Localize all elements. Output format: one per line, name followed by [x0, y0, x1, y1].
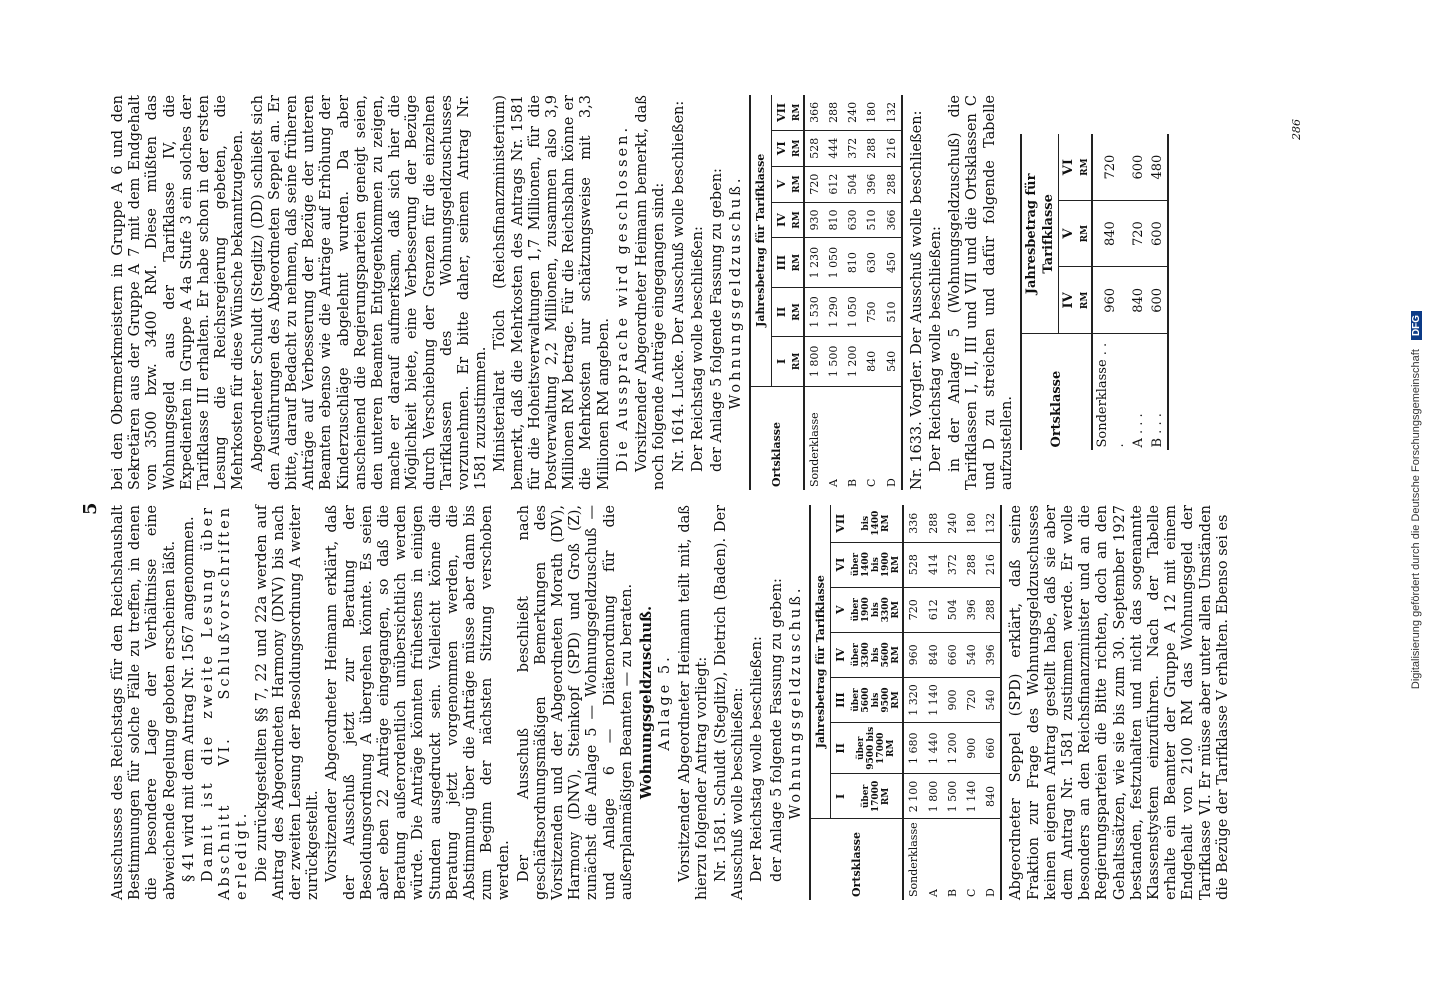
unit-label: RM [791, 202, 804, 238]
table-cell: 1 200 [943, 723, 962, 774]
col-subheader: über 1400 bis 1900 RM [850, 542, 903, 587]
table-cell: 288 [862, 130, 881, 166]
unit-label: RM [791, 337, 804, 386]
row-label: Sonderklasse [807, 412, 821, 487]
table-cell: 216 [882, 130, 902, 166]
table-title: Wohnungsgeldzuschuß. [728, 175, 745, 410]
table-cell: 510 [862, 202, 881, 238]
table-cell: 540 [882, 337, 902, 386]
table-cell: 1 680 [903, 723, 923, 774]
table-cell: 1 290 [824, 287, 843, 336]
col-header: IV [831, 632, 851, 677]
table-row [1148, 135, 1168, 451]
right-column [110, 95, 1175, 490]
footer-number: 286 [1290, 119, 1303, 140]
allowance-table-3 [1020, 135, 1169, 451]
table-row [862, 95, 881, 490]
table-row [981, 505, 1001, 900]
table-cell: 396 [862, 166, 881, 202]
table-row [903, 505, 923, 900]
table-cell: 504 [843, 166, 862, 202]
table-cell: 600 [1129, 135, 1148, 201]
table-cell: 900 [962, 723, 981, 774]
table-cell: 750 [862, 287, 881, 336]
table-cell: 660 [981, 723, 1001, 774]
col-header: VI [771, 130, 791, 166]
table-cell: 396 [962, 587, 981, 632]
digitization-note [1410, 0, 1422, 1000]
col-subheader: über 5600 bis 9500 RM [850, 677, 903, 722]
paragraph: Vorsitzender Abgeordneter Heimann teilt mit, daß hierzu folgender Antrag vorliegt: [676, 505, 710, 900]
table-cell: 180 [862, 95, 881, 130]
table-cell: 1 530 [804, 287, 824, 336]
table-cell: 372 [943, 542, 962, 587]
table-cell: 216 [981, 542, 1001, 587]
col-header: II [771, 287, 791, 336]
table-row [824, 95, 843, 490]
table-cell: 1 200 [843, 337, 862, 386]
left-column [110, 505, 1234, 900]
paragraph: Ministerialrat Tölch (Reichsfinanzministerium) bemerkt, daß die Mehrkosten des Antrags Nr. 1581 für die Hoheitsverwaltungen 1,7 Millionen, für die Postverwaltung 2,2 Millionen, zusammen also 3,9 Millionen RM betrage. Für die Reichsbahn könne er die Mehrkosten nur schätzungsweise mit 3,3 Millionen RM angeben. [492, 95, 612, 490]
col-header: III [831, 677, 851, 722]
unit-label: RM [791, 238, 804, 287]
paragraph: Abgeordneter Seppel (SPD) erklärt, daß seine Fraktion zur Frage des Wohnungsgeldzuschusses keinen eigenen Antrag gestellt habe, daß sie aber dem Antrag Nr. 1581 zustimmen werde. Er wolle besonders an den Reichsfinanzminister und an die Regierungsparteien die Bitte richten, doch an den Gehaltssätzen, wie sie bis zum 30. September 1927 bestanden, festzuhalten und nicht das sogenannte Klassenstystem einzuführen. Nach der Tabelle erhalte ein Beamter der Gruppe A 12 mit einem Endgehalt von 2100 RM das Wohnungsgeld der Tarifklasse VI. Er müsse aber unter allen Umständen die Bezüge der Tarifklasse V erhalten. Ebenso sei es [1008, 505, 1231, 900]
table-cell: 288 [924, 505, 943, 542]
col-header: IV [771, 202, 791, 238]
table-cell: 810 [824, 202, 843, 238]
unit-label: RM [1079, 267, 1092, 334]
unit-label: RM [791, 287, 804, 336]
allowance-table-1 [809, 505, 1002, 900]
table-cell: 630 [843, 202, 862, 238]
col-header: I [831, 774, 851, 819]
col-header: I [771, 337, 791, 386]
table-cell: 414 [924, 542, 943, 587]
table-cell: 720 [903, 587, 923, 632]
table-cell: 396 [981, 632, 1001, 677]
table-cell: 366 [804, 95, 824, 130]
table-cell: 1 050 [824, 238, 843, 287]
table-title: Wohnungsgeldzuschuß. [787, 585, 804, 820]
col-subheader: bis 1400 RM [850, 505, 903, 542]
annex-heading: Anlage 5. [657, 654, 674, 751]
ort-header: Ortsklasse [1021, 334, 1092, 451]
col-header: V [831, 587, 851, 632]
paragraph: Die Aussprache wird geschlossen. [614, 124, 631, 472]
unit-label: RM [791, 130, 804, 166]
allowance-table-2 [749, 95, 902, 490]
table-cell: 630 [862, 238, 881, 287]
row-label: Sonderklasse . . . [1094, 342, 1127, 448]
row-label: D [884, 478, 898, 487]
table-cell: 960 [1092, 267, 1129, 334]
row-label: A . . . [1130, 413, 1146, 448]
col-header: V [1059, 200, 1079, 267]
table-cell: 600 [1148, 200, 1168, 267]
paragraph: Vorsitzender Abgeordneter Heimann bemerkt, daß noch folgende Anträge eingegangen sind: [634, 95, 668, 490]
col-header: II [831, 723, 851, 774]
page-number: 5 [80, 502, 101, 515]
table-cell: 528 [804, 130, 824, 166]
table-cell: 2 100 [903, 774, 923, 819]
ort-header: Ortsklasse [810, 819, 903, 900]
table-cell: 132 [981, 505, 1001, 542]
paragraph: Nr. 1581. Schuldt (Steglitz), Dietrich (Baden). Der Ausschuß wolle beschließen: [712, 505, 747, 900]
table-cell: 600 [1148, 267, 1168, 334]
unit-label: RM [1079, 135, 1092, 201]
table-cell: 840 [1129, 267, 1148, 334]
col-subheader: über 1900 bis 3300 RM [850, 587, 903, 632]
unit-label: RM [791, 95, 804, 130]
table-cell: 720 [1129, 200, 1148, 267]
paragraph: Der Reichstag wolle beschließen: [689, 226, 706, 472]
col-header: VII [771, 95, 791, 130]
paragraph: Abgeordneter Schuldt (Steglitz) (DD) schließt sich den Ausführungen des Abgeordneten Seppel an. Er bitte, darauf Bedacht zu nehmen, daß seine früheren Anträge auf Verbesserung der Bezüge der unteren Beamten ebenso wie die Anträge auf Erhöhung der Kinderzuschläge abgelehnt wurden. Da aber anscheinend die Regierungsparteien geneigt seien, den unteren Beamten Entgegenkommen zu zeigen, mache er darauf aufmerksam, daß sich hier die Möglichkeit biete, eine Verbesserung der Bezüge durch Verschiebung der Grenzen für die einzelnen Tarifklassen des Wohnungsgeldzuschusses vorzunehmen. Er bitte daher, seinem Antrag Nr. 1581 zuzustimmen. [249, 95, 490, 490]
table-cell: 1 320 [903, 677, 923, 722]
row-label: B [846, 478, 860, 487]
table-cell: 612 [824, 166, 843, 202]
table-cell: 240 [943, 505, 962, 542]
table-row [943, 505, 962, 900]
table-cell: 504 [943, 587, 962, 632]
table-cell: 288 [962, 542, 981, 587]
table-cell: 1 800 [804, 337, 824, 386]
table-cell: 840 [981, 774, 1001, 819]
paragraph: in der Anlage 5 (Wohnungsgeldzuschuß) die Tarifklassen I, II, III und VII und die Ortsklassen C und D zu streichen und dafür folgende Tabelle aufzustellen. [947, 95, 1015, 490]
table-cell: 288 [824, 95, 843, 130]
table-cell: 288 [981, 587, 1001, 632]
table-cell: 660 [943, 632, 962, 677]
table-cell: 372 [843, 130, 862, 166]
row-label: D [984, 888, 998, 897]
table-cell: 720 [804, 166, 824, 202]
table-cell: 528 [903, 542, 923, 587]
paragraph: Damit ist die zweite Lesung über Abschnitt VI. Schlußvorschriften erledigt. [200, 505, 251, 900]
row-label: B [945, 888, 959, 897]
paragraph: § 41 wird mit dem Antrag Nr. 1567 angenommen. [180, 516, 197, 882]
paragraph: bei den Obermerkmeistern in Gruppe A 6 und den Sekretären aus der Gruppe A 7 mit dem Endgehalt von 3500 bzw. 3400 RM. Diese müßten das Wohnungsgeld aus der Tarifklasse IV, die Expedienten in Gruppe A 4a Stufe 3 ein solches der Tarifklasse III erhalten. Er habe schon in der ersten Lesung die Reichsregierung gebeten, die Mehrkosten für diese Wünsche bekanntzugeben. [110, 95, 247, 490]
table-cell: 366 [882, 202, 902, 238]
table-row [882, 95, 902, 490]
col-subheader: über 9500 bis 17000 RM [850, 723, 903, 774]
section-heading: Wohnungsgeldzuschuß. [638, 605, 656, 800]
table-row [924, 505, 943, 900]
paragraph: Der Reichstag wolle beschließen: [927, 226, 944, 472]
table-cell: 540 [981, 677, 1001, 722]
table-row [962, 505, 981, 900]
table-cell: 960 [903, 632, 923, 677]
table-cell: 336 [903, 505, 923, 542]
table-cell: 1 230 [804, 238, 824, 287]
row-label: C [865, 478, 879, 487]
table-cell: 450 [882, 238, 902, 287]
paragraph: Der Reichstag wolle beschließen: [749, 636, 766, 882]
table-row [1092, 135, 1129, 451]
paragraph: der Anlage 5 folgende Fassung zu geben: [768, 578, 785, 882]
group-header: Jahresbetrag für Tarifklasse [1021, 135, 1059, 334]
ort-header: Ortsklasse [750, 386, 803, 490]
paragraph: Ausschusses des Reichstags für den Reichshaushalt Bestimmungen für solche Fälle zu treffen, in denen die besondere Lage der Verhältnisse eine abweichende Regelung geboten erscheinen läßt. [110, 505, 178, 900]
table-cell: 288 [882, 166, 902, 202]
table-row [843, 95, 862, 490]
col-header: VI [831, 542, 851, 587]
table-cell: 900 [943, 677, 962, 722]
row-label: A [926, 889, 940, 897]
dfg-logo: DFG [1411, 311, 1422, 340]
group-header: Jahresbetrag für Tarifklasse [750, 95, 771, 386]
digitization-text: Digitalisierung gefördert durch die Deutsche Forschungsgemeinschaft [1410, 349, 1422, 690]
row-label: C [964, 888, 978, 897]
table-row [1129, 135, 1148, 451]
row-label: A [826, 479, 840, 487]
table-cell: 1 140 [962, 774, 981, 819]
paragraph: Nr. 1633. Vorgler. Der Ausschuß wolle beschließen: [908, 110, 925, 490]
paragraph: Nr. 1614. Lucke. Der Ausschuß wolle beschließen: [670, 100, 687, 472]
table-cell: 612 [924, 587, 943, 632]
table-cell: 1 800 [924, 774, 943, 819]
table-cell: 720 [962, 677, 981, 722]
table-cell: 180 [962, 505, 981, 542]
table-cell: 1 500 [943, 774, 962, 819]
table-cell: 930 [804, 202, 824, 238]
unit-label: RM [1079, 200, 1092, 267]
group-header: Jahresbetrag für Tarifklasse [810, 505, 831, 819]
col-subheader: über 17000 RM [850, 774, 903, 819]
paragraph: Die zurückgestellten §§ 7, 22 und 22a werden auf Antrag des Abgeordneten Harmony (DNV) bis nach der zweiten Lesung der Besoldungsordnung A weiter zurückgestellt. [253, 505, 322, 900]
paragraph: der Anlage 5 folgende Fassung zu geben: [708, 168, 725, 472]
table-cell: 810 [843, 238, 862, 287]
table-cell: 840 [924, 632, 943, 677]
table-cell: 240 [843, 95, 862, 130]
unit-label: RM [791, 166, 804, 202]
table-cell: 1 140 [924, 677, 943, 722]
table-cell: 1 440 [924, 723, 943, 774]
table-cell: 510 [882, 287, 902, 336]
row-label: Sonderklasse [907, 822, 921, 897]
col-header: III [771, 238, 791, 287]
table-row [804, 95, 824, 490]
table-cell: 720 [1092, 135, 1129, 201]
col-header: VI [1059, 135, 1079, 201]
row-label: B . . . [1150, 413, 1166, 448]
table-cell: 1 500 [824, 337, 843, 386]
table-cell: 840 [1092, 200, 1129, 267]
table-cell: 444 [824, 130, 843, 166]
col-subheader: über 3300 bis 5600 RM [850, 632, 903, 677]
paragraph: Vorsitzender Abgeordneter Heimann erklärt, daß der Ausschuß jetzt zur Beratung der Besoldungsordnung A übergehen könnte. Es seien aber eben 22 Anträge eingegangen, so daß die Beratung außerordentlich unübersichtlich werden würde. Die Anträge könnten frühestens in einigen Stunden ausgedruckt sein. Vielleicht könne die Beratung jetzt vorgenommen werden, die Abstimmung über die Anträge müsse aber dann bis zum Beginn der nächsten Sitzung verschoben werden. [324, 505, 513, 900]
table-cell: 540 [962, 632, 981, 677]
table-cell: 132 [882, 95, 902, 130]
col-header: IV [1059, 267, 1079, 334]
col-header: V [771, 166, 791, 202]
table-cell: 1 050 [843, 287, 862, 336]
col-header: VII [831, 505, 851, 542]
paragraph: Der Ausschuß beschließt nach geschäftsordnungsmäßigen Bemerkungen des Vorsitzenden und der Abgeordneten Morath (DV), Harmony (DNV), Steinkopf (SPD) und Groß (Z), zunächst die Anlage 5 — Wohnungsgeldzuschuß — und Anlage 6 — Diätenordnung für die außerplanmäßigen Beamten — zu beraten. [515, 505, 635, 900]
table-cell: 480 [1148, 135, 1168, 201]
table-cell: 840 [862, 337, 881, 386]
